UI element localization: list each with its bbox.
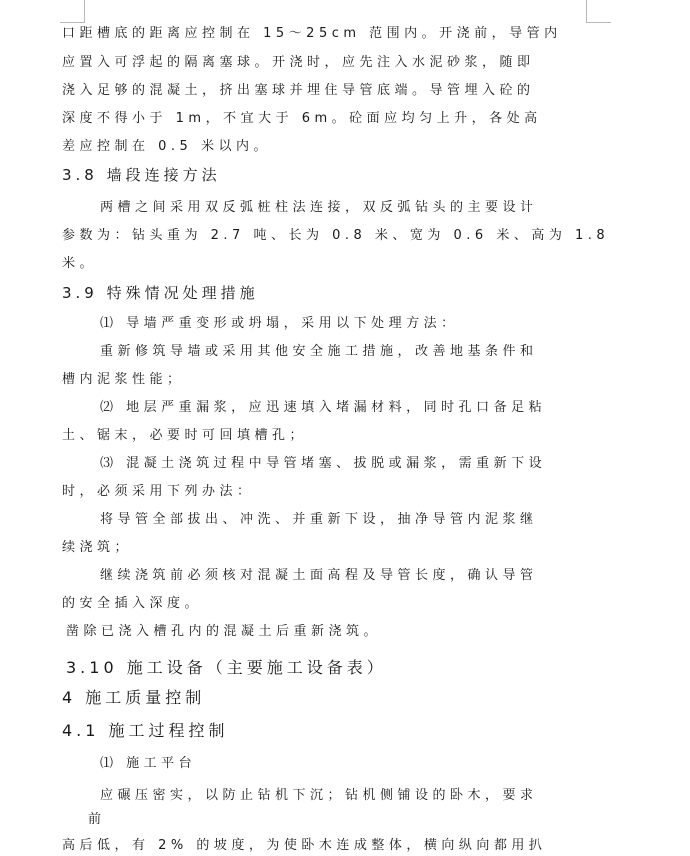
- body-text-line: 深度不得小于 1m，不宜大于 6m。砼面应均匀上升，各处高: [62, 111, 542, 126]
- body-text-line: 两槽之间采用双反弧桩柱法连接，双反弧钻头的主要设计: [100, 200, 538, 215]
- list-item-3: ⑶ 混凝土浇筑过程中导管堵塞、拔脱或漏浆，需重新下设: [100, 456, 547, 471]
- list-item-1: ⑴ 导墙严重变形或坍塌，采用以下处理方法：: [100, 316, 459, 331]
- body-text-line: 浇入足够的混凝土，挤出塞球并埋住导管底端。导管埋入砼的: [62, 83, 535, 98]
- body-text-line: 续浇筑；: [62, 540, 133, 555]
- body-text-line: 凿除已浇入槽孔内的混凝土后重新浇筑。: [66, 624, 382, 639]
- body-text-line: 应置入可浮起的隔离塞球。开浇时，应先注入水泥砂浆，随即: [62, 55, 535, 70]
- body-text-line: 应碾压密实，以防止钻机下沉；钻机侧铺设的卧木，要求: [100, 788, 538, 803]
- body-text-line: 槽内泥浆性能；: [62, 372, 185, 387]
- section-heading-3-9: 3.9 特殊情况处理措施: [62, 284, 259, 302]
- chapter-heading-4: 4 施工质量控制: [62, 688, 206, 707]
- body-text-line: 口距槽底的距离应控制在 15～25cm 范围内。开浇前，导管内: [62, 26, 562, 41]
- list-item-1: ⑴ 施工平台: [100, 756, 197, 771]
- body-text-line: 重新修筑导墙或采用其他安全施工措施，改善地基条件和: [100, 344, 538, 359]
- section-heading-3-10: 3.10 施工设备（主要施工设备表）: [66, 658, 387, 677]
- body-text-line: 参数为：钻头重为 2.7 吨、长为 0.8 米、宽为 0.6 米、高为 1.8: [62, 228, 610, 243]
- body-text-line: 前: [88, 812, 106, 827]
- body-text-line: 时，必须采用下列办法：: [62, 484, 255, 499]
- body-text-line: 土、锯末，必要时可回填槽孔；: [62, 428, 308, 443]
- body-text-line: 高后低，有 2% 的坡度，为使卧木连成整体，横向纵向都用扒: [62, 838, 547, 853]
- section-heading-3-8: 3.8 墙段连接方法: [62, 166, 221, 184]
- section-heading-4-1: 4.1 施工过程控制: [62, 721, 229, 740]
- body-text-line: 米。: [62, 256, 98, 271]
- list-item-2: ⑵ 地层严重漏浆，应迅速填入堵漏材料，同时孔口备足粘: [100, 400, 547, 415]
- page-corner-mark-left: [60, 0, 85, 23]
- body-text-line: 的安全插入深度。: [62, 596, 203, 611]
- body-text-line: 继续浇筑前必须核对混凝土面高程及导管长度，确认导管: [100, 568, 538, 583]
- body-text-line: 将导管全部拔出、冲洗、并重新下设，抽净导管内泥浆继: [100, 512, 538, 527]
- page-corner-mark-right: [586, 0, 611, 23]
- body-text-line: 差应控制在 0.5 米以内。: [62, 139, 271, 154]
